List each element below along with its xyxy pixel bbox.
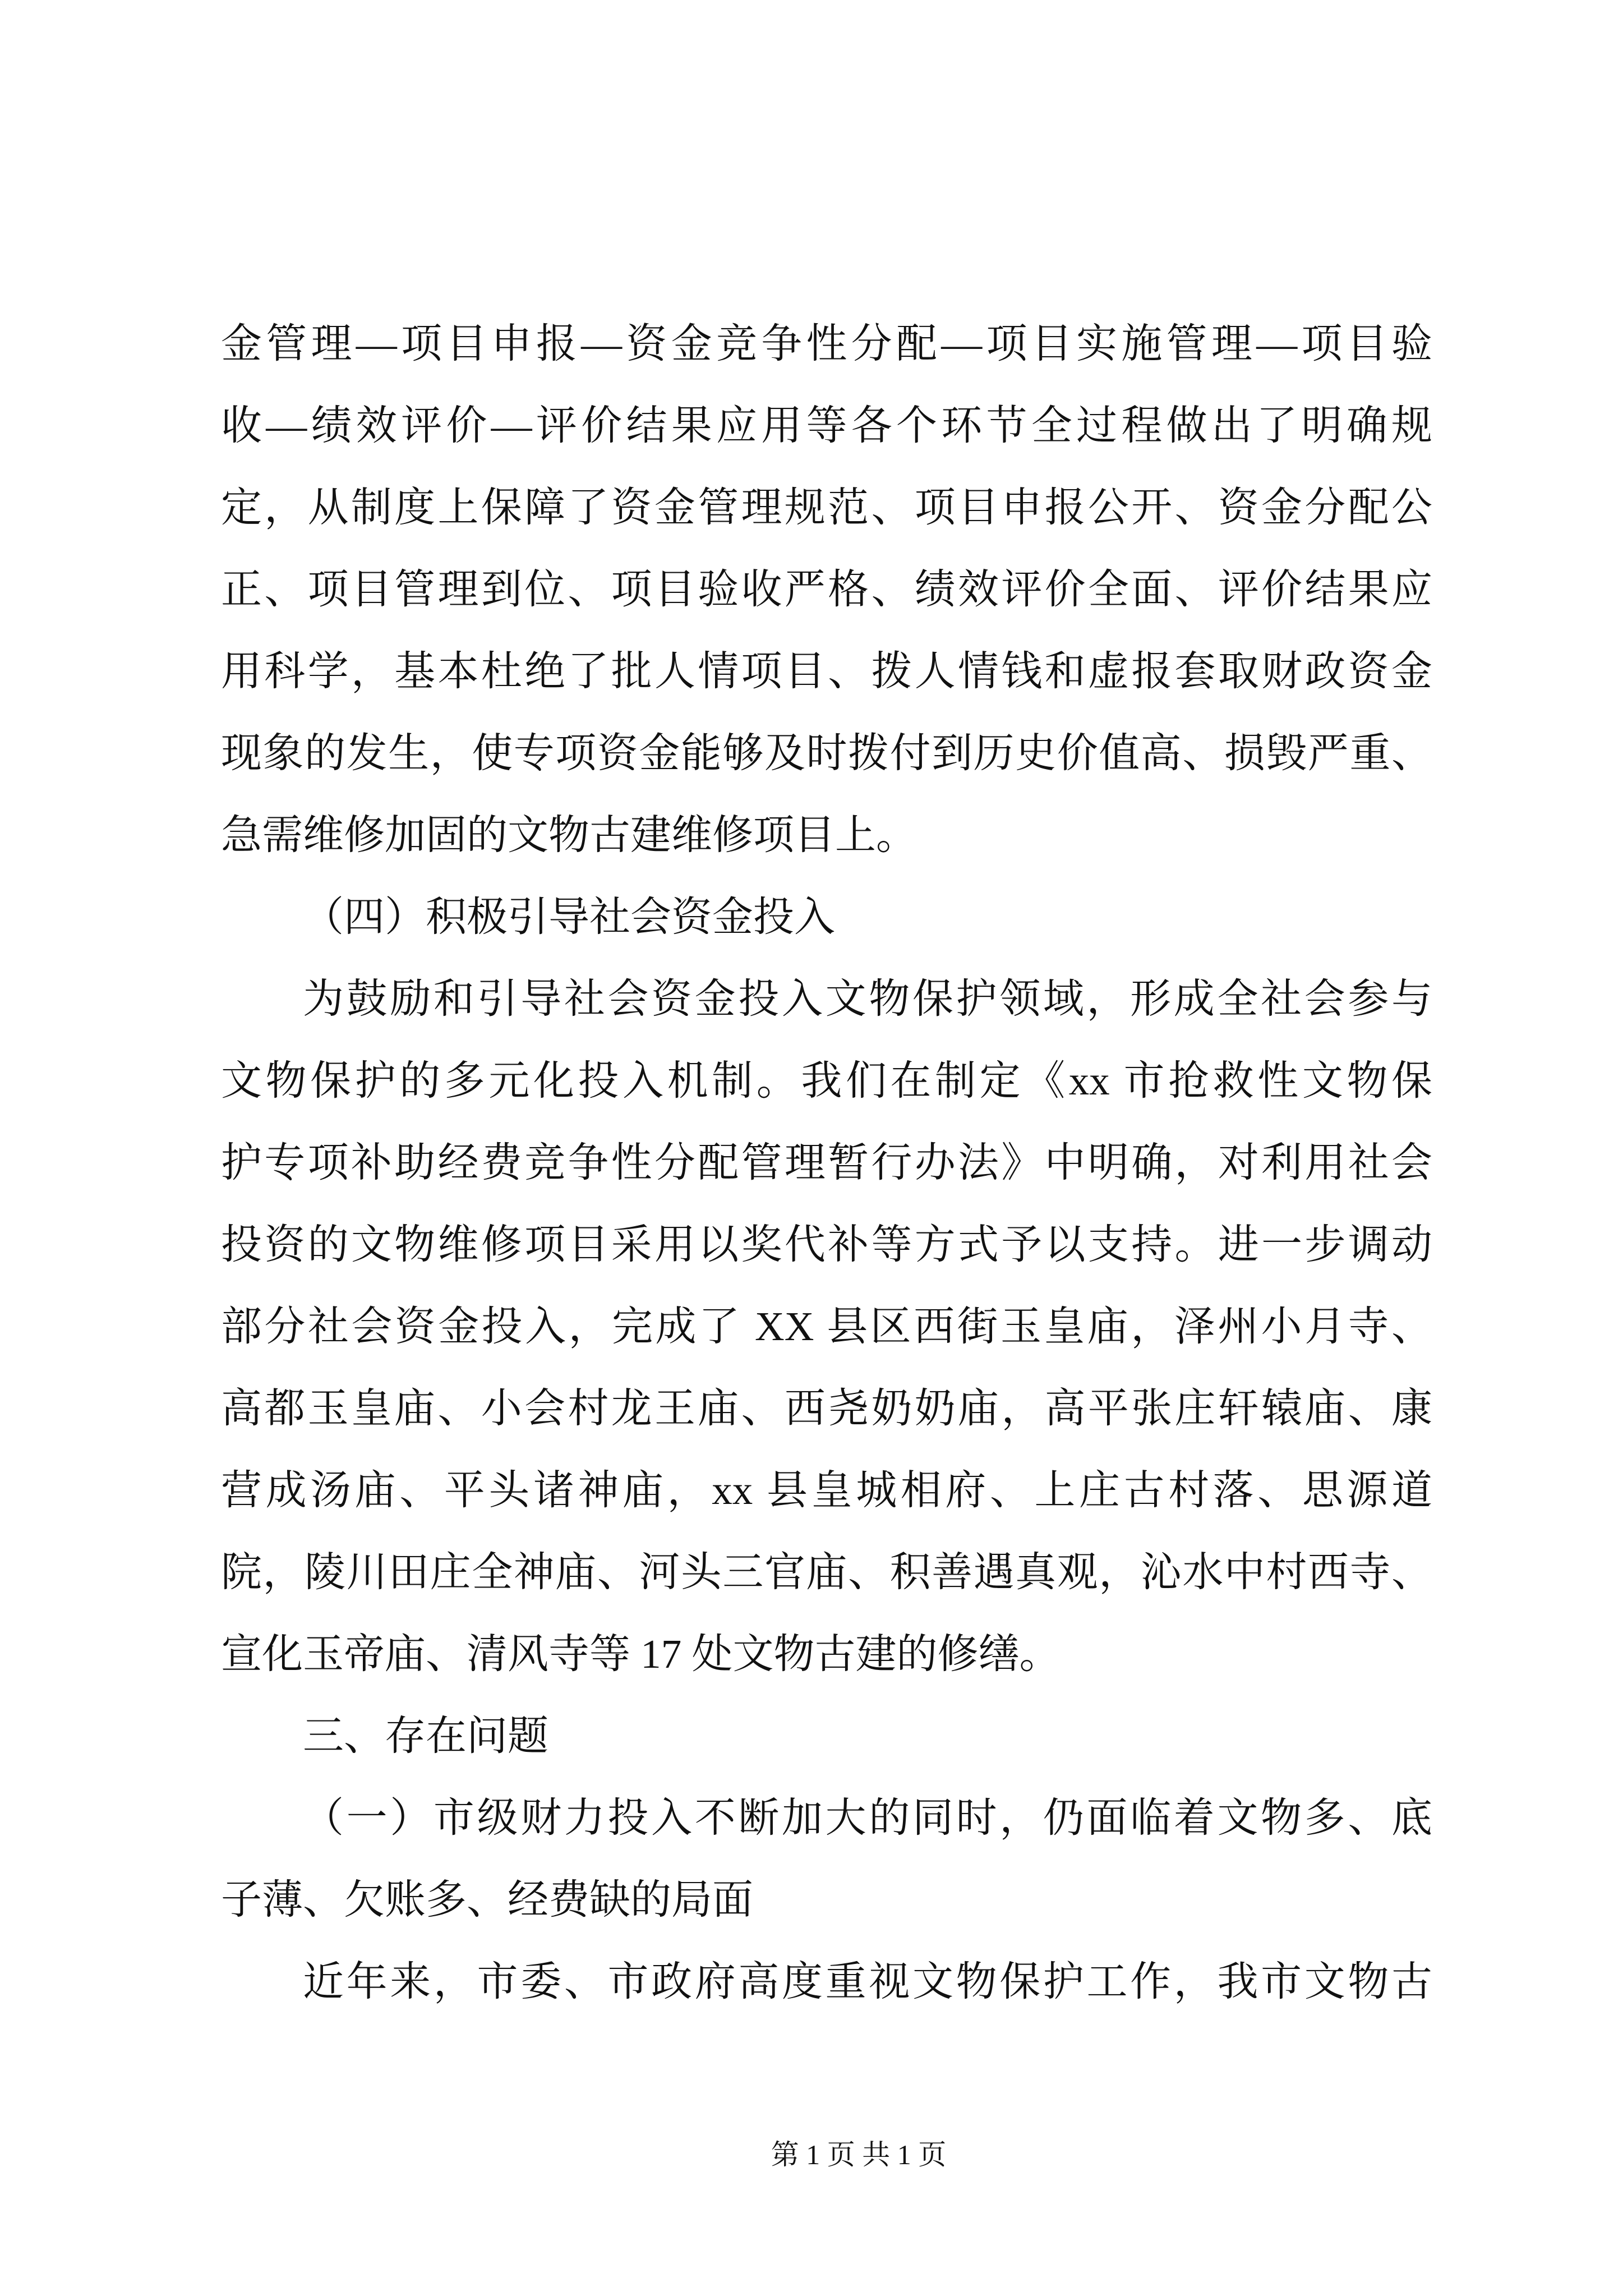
heading-line: 子薄、欠账多、经费缺的局面	[221, 1877, 753, 1922]
paragraph-line: 高都玉皇庙、小会村龙王庙、西尧奶奶庙，高平张庄轩辕庙、康	[221, 1386, 1432, 1431]
paragraph-line: 收—绩效评价—评价结果应用等各个环节全过程做出了明确规	[221, 403, 1432, 448]
paragraph-line: 近年来，市委、市政府高度重视文物保护工作，我市文物古	[303, 1959, 1432, 2004]
subsection-heading-4: （四）积极引导社会资金投入	[303, 894, 835, 940]
paragraph-line: 护专项补助经费竞争性分配管理暂行办法》中明确，对利用社会	[221, 1140, 1432, 1185]
paragraph-line: 营成汤庙、平头诸神庙，xx 县皇城相府、上庄古村落、思源道	[221, 1467, 1432, 1513]
paragraph-line: 为鼓励和引导社会资金投入文物保护领域，形成全社会参与	[303, 976, 1432, 1022]
paragraph-line: 部分社会资金投入，完成了 XX 县区西街玉皇庙，泽州小月寺、	[221, 1304, 1432, 1349]
paragraph-line: 投资的文物维修项目采用以奖代补等方式予以支持。进一步调动	[221, 1222, 1432, 1267]
paragraph-line: 金管理—项目申报—资金竞争性分配—项目实施管理—项目验	[221, 321, 1432, 366]
paragraph-line: 定，从制度上保障了资金管理规范、项目申报公开、资金分配公	[221, 485, 1432, 530]
heading-line: （一）市级财力投入不断加大的同时，仍面临着文物多、底	[303, 1795, 1432, 1841]
paragraph-social-investment	[221, 958, 1432, 1695]
paragraph-line: 院，陵川田庄全神庙、河头三官庙、积善遇真观，沁水中村西寺、	[221, 1549, 1432, 1595]
paragraph-fund-management	[221, 303, 1432, 876]
paragraph-line: 急需维修加固的文物古建维修项目上。	[221, 812, 917, 858]
section-heading-3: 三、存在问题	[303, 1713, 548, 1759]
paragraph-line: 宣化玉帝庙、清风寺等 17 处文物古建的修缮。	[221, 1631, 1061, 1677]
subsection-heading-1	[221, 1777, 1432, 1941]
paragraph-line: 用科学，基本杜绝了批人情项目、拨人情钱和虚报套取财政资金	[221, 648, 1432, 694]
paragraph-line: 文物保护的多元化投入机制。我们在制定《xx 市抢救性文物保	[221, 1058, 1432, 1103]
page-number-footer: 第 1 页 共 1 页	[771, 2139, 947, 2170]
paragraph-line: 现象的发生，使专项资金能够及时拨付到历史价值高、损毁严重、	[221, 730, 1432, 776]
paragraph-recent-years	[221, 1941, 1432, 2023]
paragraph-line: 正、项目管理到位、项目验收严格、绩效评价全面、评价结果应	[221, 567, 1432, 612]
document-body	[221, 303, 1432, 2023]
